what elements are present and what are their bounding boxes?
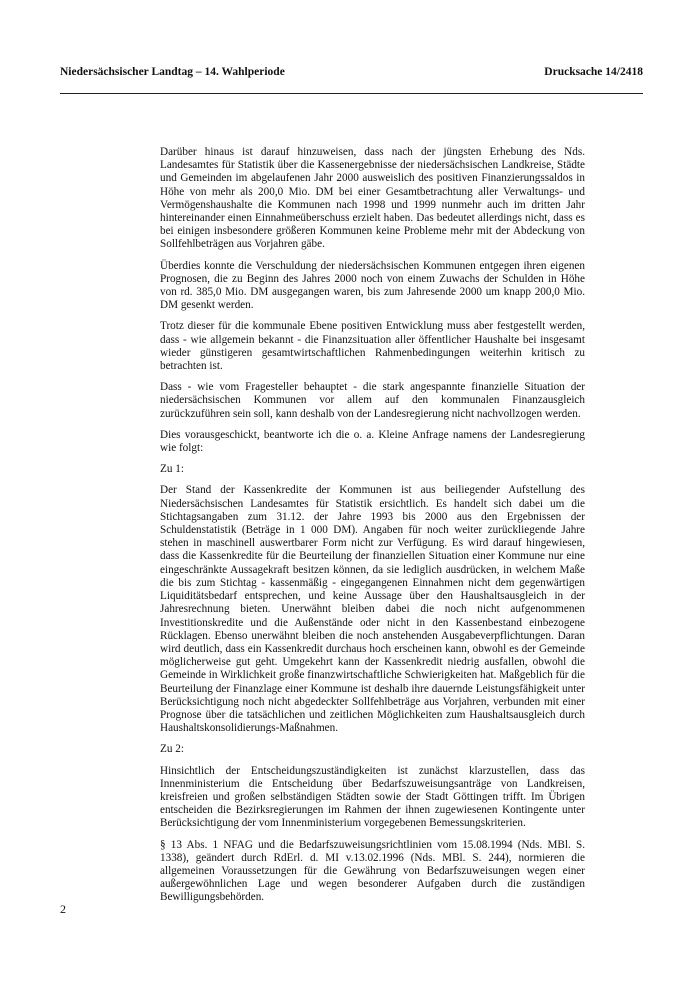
paragraph: Hinsichtlich der Entscheidungszuständigkeiten ist zunächst klarzustellen, dass das Innenministerium die Entscheidung über Bedarfszuweisungsanträge von Landkreisen, kreisfreien und großen selbständigen Städten sowie der Stadt Göttingen trifft. Im Übrigen entscheiden die Bezirksregierungen im Rahmen der ihnen zugewiesenen Kontingente unter Berücksichtigung der vom Innenministerium vorgegebenen Bemessungskriterien. [160, 764, 585, 830]
page-number: 2 [60, 902, 66, 916]
section-heading: Zu 2: [160, 743, 184, 756]
header-left-title: Niedersächsischer Landtag – 14. Wahlperiode [60, 66, 285, 78]
paragraph: Darüber hinaus ist darauf hinzuweisen, dass nach der jüngsten Erhebung des Nds. Landesamtes für Statistik über die Kassenergebnisse der niedersächsischen Landkreise, Städte und Gemeinden im abgelaufenen Jahr 2000 ausweislich des positiven Finanzierungssaldos in Höhe von mehr als 200,0 Mio. DM bei einer Gesamtbetrachtung aller Verwaltungs- und Vermögenshaushalte die Kommunen nach 1998 und 1999 nunmehr auch im dritten Jahr hintereinander einen Einnahmeüberschuss erzielt haben. Das bedeutet allerdings nicht, dass es bei einigen insbesondere größeren Kommunen keine Probleme mehr mit der Abdeckung von Sollfehlbeträgen aus Vorjahren gäbe. [160, 146, 585, 251]
paragraph: Der Stand der Kassenkredite der Kommunen ist aus beiliegender Aufstellung des Niedersächsischen Landesamtes für Statistik ersichtlich. Es handelt sich dabei um die Stichtagsangaben zum 31.12. der Jahre 1993 bis 2000 aus den Ergebnissen der Schuldenstatistik (Beträge in 1 000 DM). Angaben für noch weiter zurückliegende Jahre stehen in maschinell auswertbarer Form nicht zur Verfügung. Es wird darauf hingewiesen, dass die Kassenkredite für die Beurteilung der finanziellen Situation einer Kommune nur eine eingeschränkte Aussagekraft besitzen können, da sie lediglich ausdrücken, in welchem Maße die bis zum Stichtag - kassenmäßig - eingegangenen Einnahmen nicht dem gegenwärtigen Liquiditätsbedarf entsprechen, und keine Aussage über den Haushaltsausgleich in der Jahresrechnung bieten. Unerwähnt bleiben dabei die noch nicht aufgenommenen Investitionskredite und die Außenstände oder nicht in den Kassenbestand einbezogene Rücklagen. Ebenso unerwähnt bleiben die noch anstehenden Ausgabeverpflichtungen. Daran wird deutlich, dass ein Kassenkredit durchaus hoch erscheinen kann, obwohl es der Gemeinde möglicherweise gut geht. Umgekehrt kann der Kassenkredit niedrig ausfallen, obwohl die Gemeinde in Wirklichkeit große finanzwirtschaftliche Schwierigkeiten hat. Maßgeblich für die Beurteilung der Finanzlage einer Kommune ist deshalb ihre dauernde Leistungsfähigkeit unter Berücksichtigung noch nicht abgedeckter Sollfehlbeträge aus Vorjahren, verbunden mit einer Prognose über die tatsächlichen und zeitlichen Möglichkeiten zum Haushaltsausgleich durch Haushaltskonsolidierungs-Maßnahmen. [160, 484, 585, 735]
section-heading: Zu 1: [160, 463, 184, 476]
paragraph: § 13 Abs. 1 NFAG und die Bedarfszuweisungsrichtlinien vom 15.08.1994 (Nds. MBl. S. 1338), geändert durch RdErl. d. MI v.13.02.1996 (Nds. MBl. S. 244), normieren die allgemeinen Voraussetzungen für die Gewährung von Bedarfszuweisungen wegen einer außergewöhnlichen Lage und wegen besonderer Aufgaben durch die zuständigen Bewilligungsbehörden. [160, 838, 585, 904]
paragraph: Dass - wie vom Fragesteller behauptet - die stark angespannte finanzielle Situation der niedersächsischen Kommunen vor allem auf den kommunalen Finanzausgleich zurückzuführen sein soll, kann deshalb von der Landesregierung nicht nachvollzogen werden. [160, 381, 585, 420]
page-header [60, 66, 643, 78]
paragraph: Dies vorausgeschickt, beantworte ich die o. a. Kleine Anfrage namens der Landesregierung wie folgt: [160, 428, 585, 455]
paragraph: Überdies konnte die Verschuldung der niedersächsischen Kommunen entgegen ihren eigenen Prognosen, die zu Beginn des Jahres 2000 noch von einem Zuwachs der Schulden in Höhe von rd. 385,0 Mio. DM ausgegangen waren, bis zum Jahresende 2000 um knapp 200,0 Mio. DM gesenkt werden. [160, 259, 585, 312]
header-document-number: Drucksache 14/2418 [544, 66, 643, 78]
header-rule [60, 93, 643, 94]
document-body [160, 146, 585, 913]
paragraph: Trotz dieser für die kommunale Ebene positiven Entwicklung muss aber festgestellt werden, dass - wie allgemein bekannt - die Finanzsituation aller öffentlicher Haushalte bei insgesamt wieder günstigeren gesamtwirtschaftlichen Rahmenbedingungen weiterhin kritisch zu betrachten ist. [160, 320, 585, 373]
